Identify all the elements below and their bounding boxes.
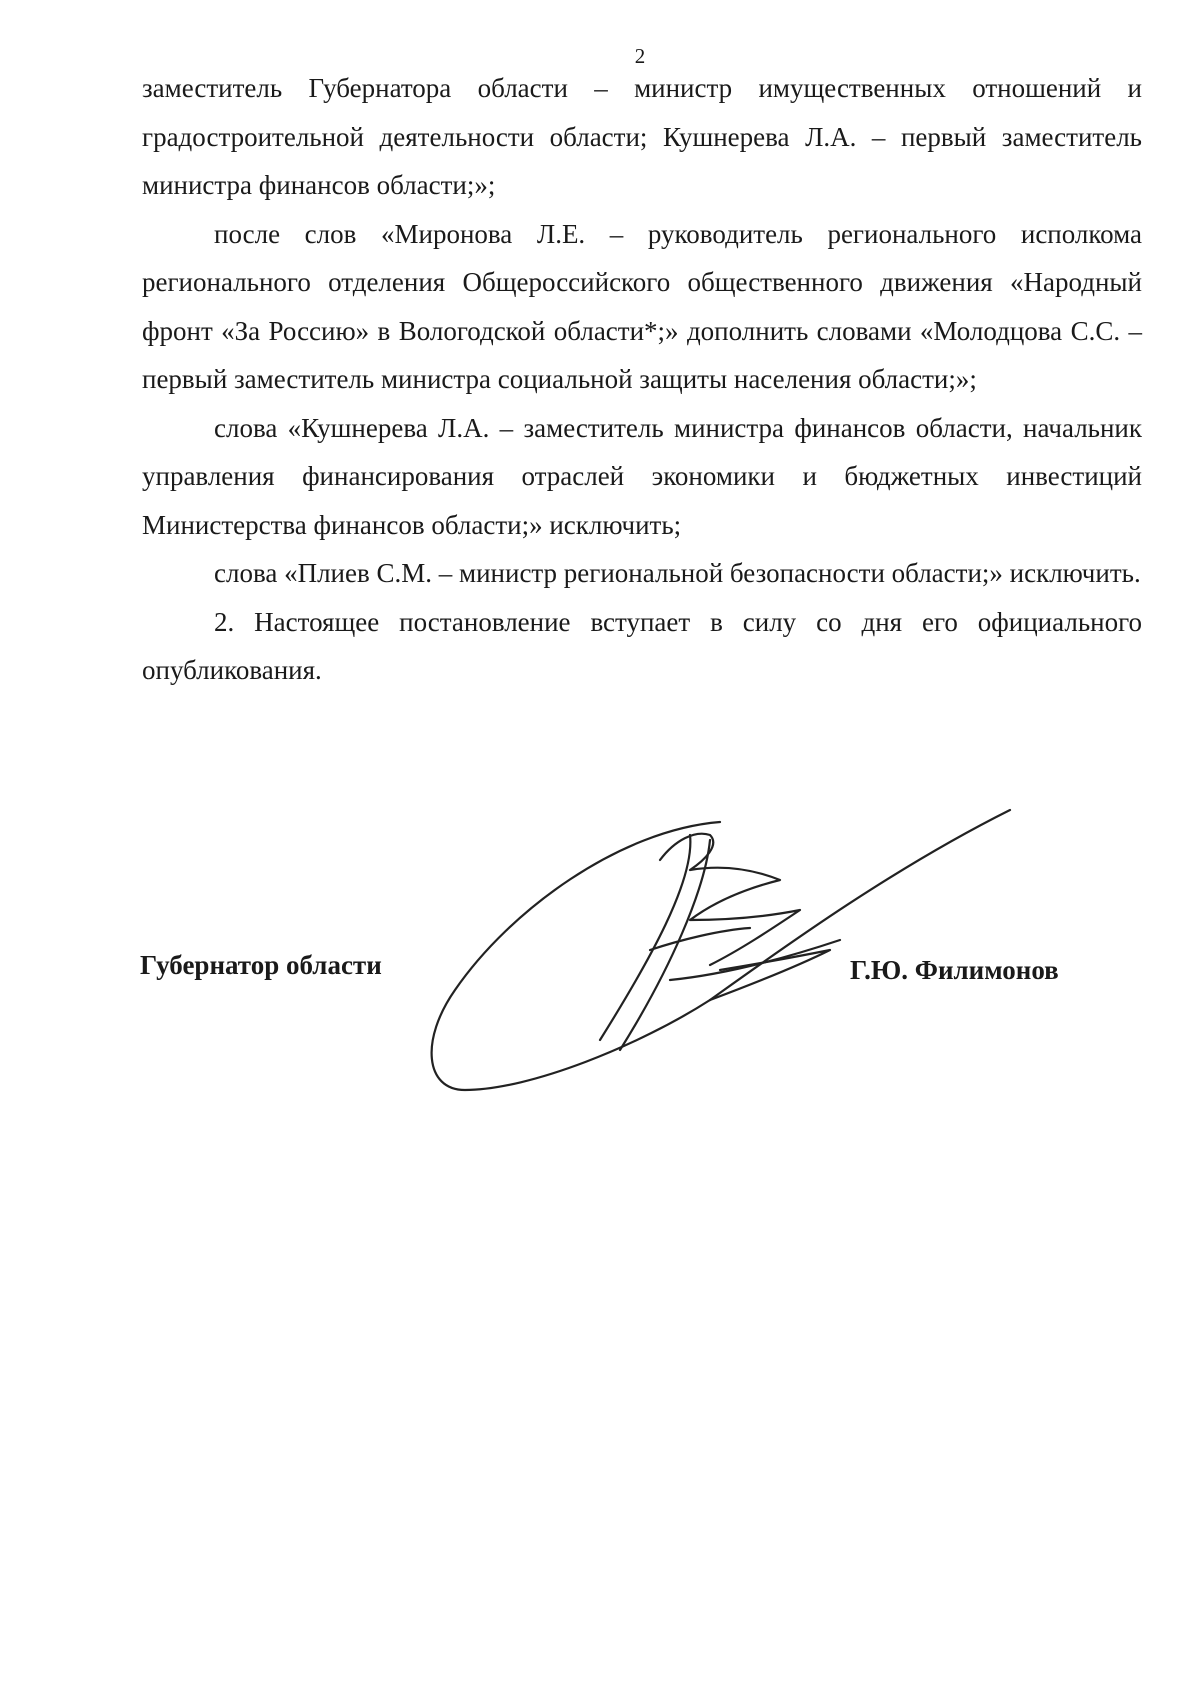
signatory-title: Губернатор области: [140, 950, 382, 980]
signatory-name: Г.Ю. Филимонов: [850, 955, 1059, 985]
paragraph-effective-date: 2. Настоящее постановление вступает в силу со дня его официального опубликования.: [142, 606, 1142, 685]
paragraph-exclude-kushnereva: слова «Кушнерева Л.А. – заместитель министра финансов области, начальник управления финансирования отраслей экономики и бюджетных инвестиций Министерства финансов области;» исключить;: [142, 412, 1142, 540]
paragraph-exclude-pliev: слова «Плиев С.М. – министр региональной безопасности области;» исключить.: [214, 558, 1141, 588]
paragraph-add-molodtsova: после слов «Миронова Л.Е. – руководитель регионального исполкома регионального отделения Общероссийского общественного движения «Народный фронт «За Россию» в Вологодской области*;» дополнить словами «Молодцова С.С. – первый заместитель министра социальной защиты населения области;»;: [142, 218, 1142, 394]
paragraph-continuation: заместитель Губернатора области – министр имущественных отношений и градостроительной деятельности области; Кушнерева Л.А. – первый заместитель министра финансов области;»;: [142, 73, 1142, 200]
page-number: 2: [634, 44, 646, 68]
